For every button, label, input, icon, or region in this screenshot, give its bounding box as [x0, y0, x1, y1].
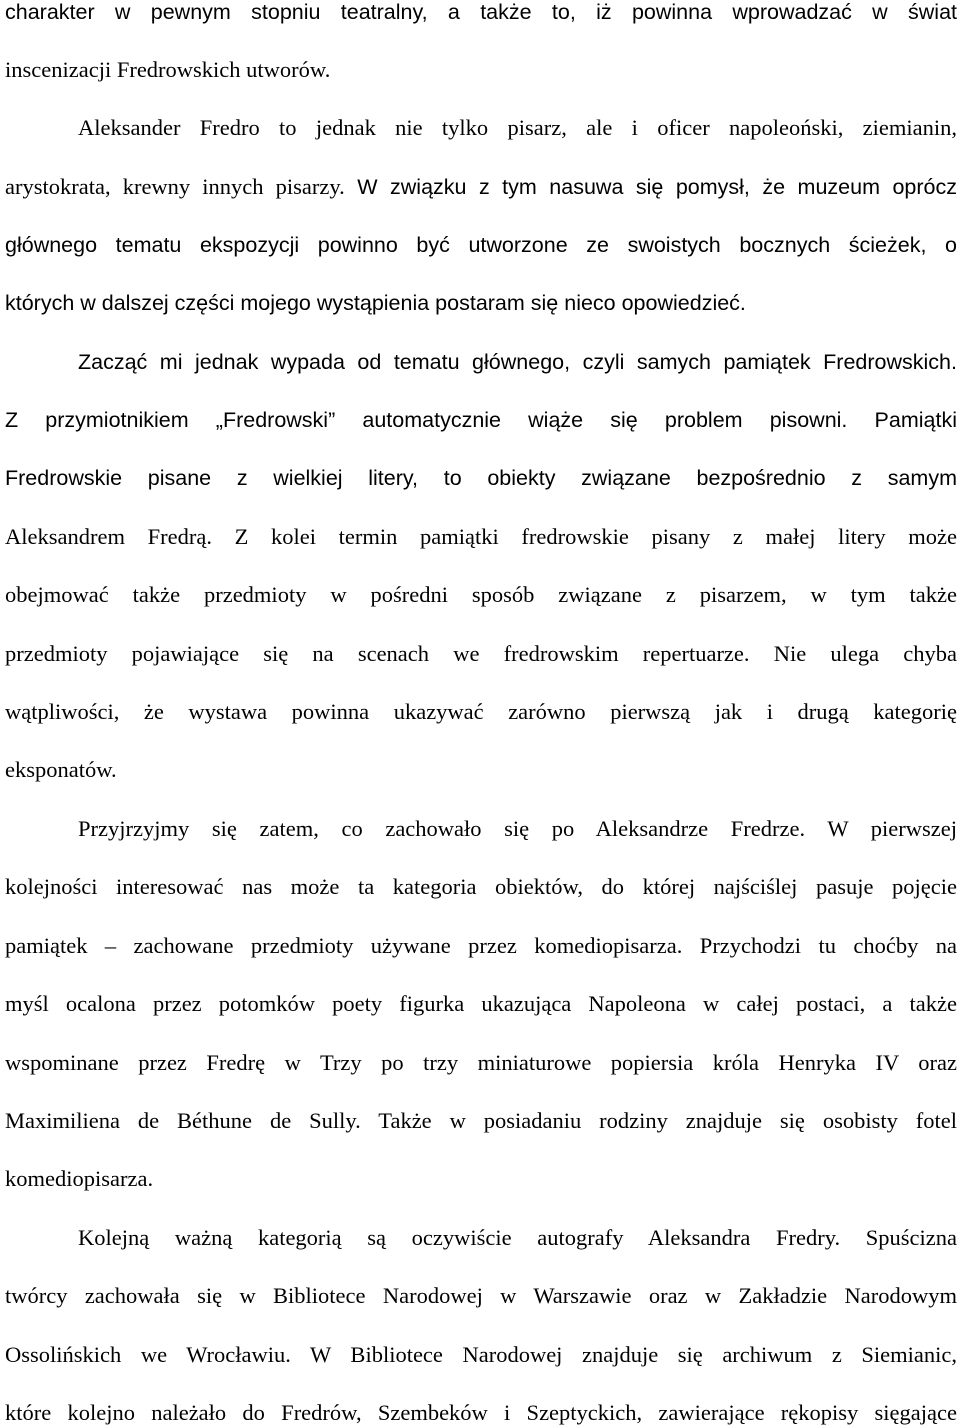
text-line: przedmioty pojawiające się na scenach we fredrowskim repertuarze. Nie ulega chyba — [5, 641, 957, 666]
text-line: komediopisarza. — [5, 1166, 154, 1191]
text-line — [5, 172, 957, 202]
text-line: Maximiliena de Béthune de Sully. Także w posiadaniu rodziny znajduje się osobisty fotel — [5, 1108, 957, 1133]
text-line: wspominane przez Fredrę w Trzy po trzy miniaturowe popiersia króla Henryka IV oraz — [5, 1050, 957, 1075]
text-line: Zacząć mi jednak wypada od tematu głównego, czyli samych pamiątek Fredrowskich. — [78, 350, 957, 374]
text-line: Aleksandrem Fredrą. Z kolei termin pamiątki fredrowskie pisany z małej litery może — [5, 524, 957, 549]
text-segment: W związku z tym nasuwa się pomysł, że muzeum oprócz — [344, 175, 957, 199]
text-line: Ossolińskich we Wrocławiu. W Bibliotece Narodowej znajduje się archiwum z Siemianic, — [5, 1342, 957, 1367]
text-line: twórcy zachowała się w Bibliotece Narodowej w Warszawie oraz w Zakładzie Narodowym — [5, 1283, 957, 1308]
text-line: eksponatów. — [5, 757, 117, 782]
text-line: pamiątek – zachowane przedmioty używane przez komediopisarza. Przychodzi tu choćby na — [5, 933, 957, 958]
text-line: które kolejno należało do Fredrów, Szembeków i Szeptyckich, zawierające rękopisy sięgające — [5, 1400, 957, 1425]
text-line: Z przymiotnikiem „Fredrowski” automatycznie wiąże się problem pisowni. Pamiątki — [5, 408, 957, 432]
text-line: inscenizacji Fredrowskich utworów. — [5, 57, 331, 82]
text-segment: arystokrata, krewny innych pisarzy. — [5, 174, 345, 199]
text-line: Aleksander Fredro to jednak nie tylko pisarz, ale i oficer napoleoński, ziemianin, — [78, 115, 957, 140]
text-line: charakter w pewnym stopniu teatralny, a także to, iż powinna wprowadzać w świat — [5, 0, 957, 24]
text-line: Kolejną ważną kategorią są oczywiście autografy Aleksandra Fredry. Spuścizna — [78, 1225, 957, 1250]
text-line: głównego tematu ekspozycji powinno być utworzone ze swoistych bocznych ścieżek, o — [5, 233, 957, 257]
text-line: Przyjrzyjmy się zatem, co zachowało się po Aleksandrze Fredrze. W pierwszej — [78, 816, 957, 841]
text-line: Fredrowskie pisane z wielkiej litery, to obiekty związane bezpośrednio z samym — [5, 466, 957, 490]
text-line: myśl ocalona przez potomków poety figurka ukazująca Napoleona w całej postaci, a także — [5, 991, 957, 1016]
text-line: obejmować także przedmioty w pośredni sposób związane z pisarzem, w tym także — [5, 582, 957, 607]
text-line: których w dalszej części mojego wystąpienia postaram się nieco opowiedzieć. — [5, 291, 746, 315]
text-line: kolejności interesować nas może ta kategoria obiektów, do której najściślej pasuje pojęcie — [5, 874, 957, 899]
text-line: wątpliwości, że wystawa powinna ukazywać zarówno pierwszą jak i drugą kategorię — [5, 699, 957, 724]
